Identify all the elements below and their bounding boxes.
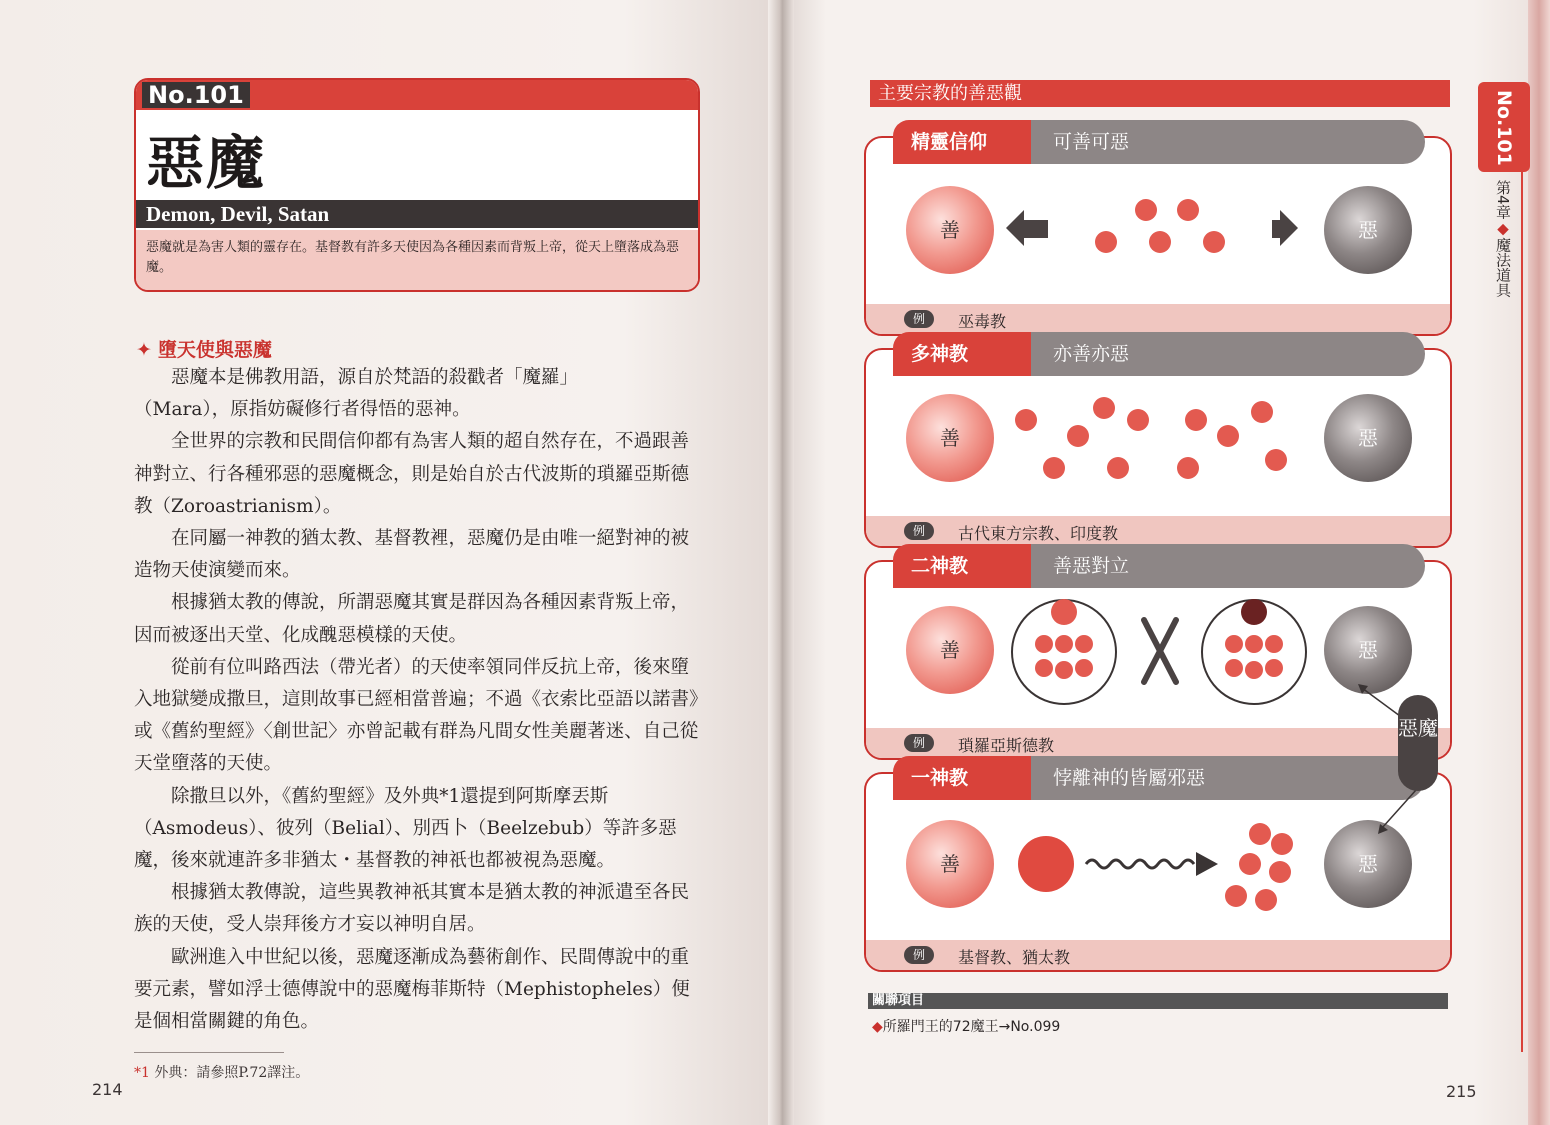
evil-orb: 惡 xyxy=(1324,186,1412,274)
panel-religion-name: 二神教 xyxy=(893,544,1031,588)
book-gutter xyxy=(768,0,794,1125)
panel-description: 悖離神的皆屬邪惡 xyxy=(1031,756,1425,800)
paragraph: 在同屬一神教的猶太教、基督教裡，惡魔仍是由唯一絕對神的被造物天使演變而來。 xyxy=(134,528,690,582)
panel-description: 亦善亦惡 xyxy=(1031,332,1425,376)
panel-footer xyxy=(866,304,1450,334)
side-chapter-number: 第4章 xyxy=(1494,180,1512,220)
footnote-mark: *1 xyxy=(134,1065,150,1081)
arrow-head-icon xyxy=(1196,852,1218,876)
paragraph: 除撒旦以外，《舊約聖經》及外典*1還提到阿斯摩丟斯（Asmodeus）、彼列（Belial）、別西卜（Beelzebub）等許多惡魔，後來就連許多非猶太・基督教的神祇也都被視為惡魔。 xyxy=(134,785,677,872)
panel-description: 可善可惡 xyxy=(1031,120,1425,164)
panel-example: 瑣羅亞斯德教 xyxy=(958,736,1055,755)
panel-religion-name: 一神教 xyxy=(893,756,1031,800)
panel-religion-name: 多神教 xyxy=(893,332,1031,376)
related-item xyxy=(872,1016,1060,1036)
side-rule xyxy=(1521,172,1523,1052)
panel-religion-name: 精靈信仰 xyxy=(893,120,1031,164)
example-badge: 例 xyxy=(904,522,934,540)
good-orb: 善 xyxy=(906,820,994,908)
good-orb: 善 xyxy=(906,186,994,274)
entry-summary: 惡魔就是為害人類的靈存在。基督教有許多天使因為各種因素而背叛上帝，從天上墮落成為惡魔。 xyxy=(136,230,698,290)
paragraph: 從前有位叫路西法（帶光者）的天使率領同伴反抗上帝，後來墮入地獄變成撒旦，這則故事已經相當普遍；不過《衣索比亞語以諾書》或《舊約聖經》〈創世記〉亦曾記載有群為凡間女性美麗著迷、自己從天堂墮落的天使。 xyxy=(134,656,699,775)
page-edge xyxy=(1528,0,1550,1125)
demon-badge: 惡魔 xyxy=(1398,695,1438,791)
page-number-left: 214 xyxy=(92,1080,123,1099)
entry-number: No.101 xyxy=(142,82,250,108)
paragraph: 根據猶太教傳說，這些異教神祇其實本是猶太教的神派遣至各民族的天使，受人崇拜後方才妄以神明自居。 xyxy=(134,882,690,936)
evil-orb: 惡 xyxy=(1324,394,1412,482)
diamond-icon: ◆ xyxy=(872,1019,883,1035)
paragraph: 惡魔本是佛教用語，源自於梵語的殺戳者「魔羅」 xyxy=(171,367,579,388)
panel-footer xyxy=(866,516,1450,546)
wavy-path xyxy=(1086,860,1194,868)
crossed-swords-icon xyxy=(1144,620,1176,682)
example-badge: 例 xyxy=(904,310,934,328)
related-item-text: 所羅門王的72魔王→No.099 xyxy=(882,1019,1061,1035)
footnote-text: 外典：請參照P.72譯注。 xyxy=(154,1065,310,1081)
body-text xyxy=(134,362,700,1038)
diamond-icon: ◆ xyxy=(1494,219,1512,238)
panel-tab xyxy=(893,544,1425,588)
side-chapter-title: 魔法道具 xyxy=(1494,237,1512,298)
related-title: 關聯項目 xyxy=(872,993,925,1008)
footnote xyxy=(134,1062,309,1082)
side-tab-text: No.101 xyxy=(1493,90,1515,166)
panel-illustration xyxy=(866,168,1454,308)
panel-footer xyxy=(866,940,1450,970)
diagram-title: 主要宗教的善惡觀 xyxy=(878,83,1022,104)
paragraph: 歐洲進入中世紀以後，惡魔逐漸成為藝術創作、民間傳說中的重要元素，譬如浮士德傳說中的惡魔梅菲斯特（Mephistopheles）便是個相當關鍵的角色。 xyxy=(134,946,690,1033)
english-title: Demon, Devil, Satan xyxy=(136,200,698,228)
entry-header-box xyxy=(134,78,700,292)
evil-orb: 惡 xyxy=(1324,606,1412,694)
panel-example: 古代東方宗教、印度教 xyxy=(958,524,1119,543)
entry-title: 惡魔 xyxy=(146,129,267,197)
example-badge: 例 xyxy=(904,946,934,964)
left-arrow-icon xyxy=(1006,210,1048,246)
paragraph: 全世界的宗教和民間信仰都有為害人類的超自然存在，不過跟善神對立、行各種邪惡的惡魔概念，則是始自於古代波斯的瑣羅亞斯德教（Zoroastrianism）。 xyxy=(134,431,690,517)
paragraph: 根據猶太教的傳說，所謂惡魔其實是群因為各種因素背叛上帝，因而被逐出天堂、化成醜惡模樣的天使。 xyxy=(134,592,690,646)
section-heading-text: 墮天使與惡魔 xyxy=(157,339,272,361)
good-orb: 善 xyxy=(906,394,994,482)
page-number-right: 215 xyxy=(1446,1082,1477,1101)
footnote-divider xyxy=(134,1052,284,1053)
section-heading xyxy=(136,335,272,362)
panel-polytheism xyxy=(864,343,1452,548)
panel-example: 巫毒教 xyxy=(958,312,1007,331)
panel-tab xyxy=(893,120,1425,164)
related-bar xyxy=(868,993,1448,1009)
evil-orb: 惡 xyxy=(1324,820,1412,908)
side-chapter xyxy=(1484,180,1514,298)
panel-tab xyxy=(893,332,1425,376)
panel-example: 基督教、猶太教 xyxy=(958,948,1071,967)
panel-description: 善惡對立 xyxy=(1031,544,1425,588)
panel-illustration xyxy=(866,380,1454,520)
star-icon: ✦ xyxy=(136,339,152,361)
panel-spirit-belief xyxy=(864,131,1452,336)
right-arrow-icon xyxy=(1272,210,1298,246)
example-badge: 例 xyxy=(904,734,934,752)
good-orb: 善 xyxy=(906,606,994,694)
paragraph: （Mara），原指妨礙修行者得悟的惡神。 xyxy=(134,399,471,421)
side-tab xyxy=(1478,82,1530,172)
